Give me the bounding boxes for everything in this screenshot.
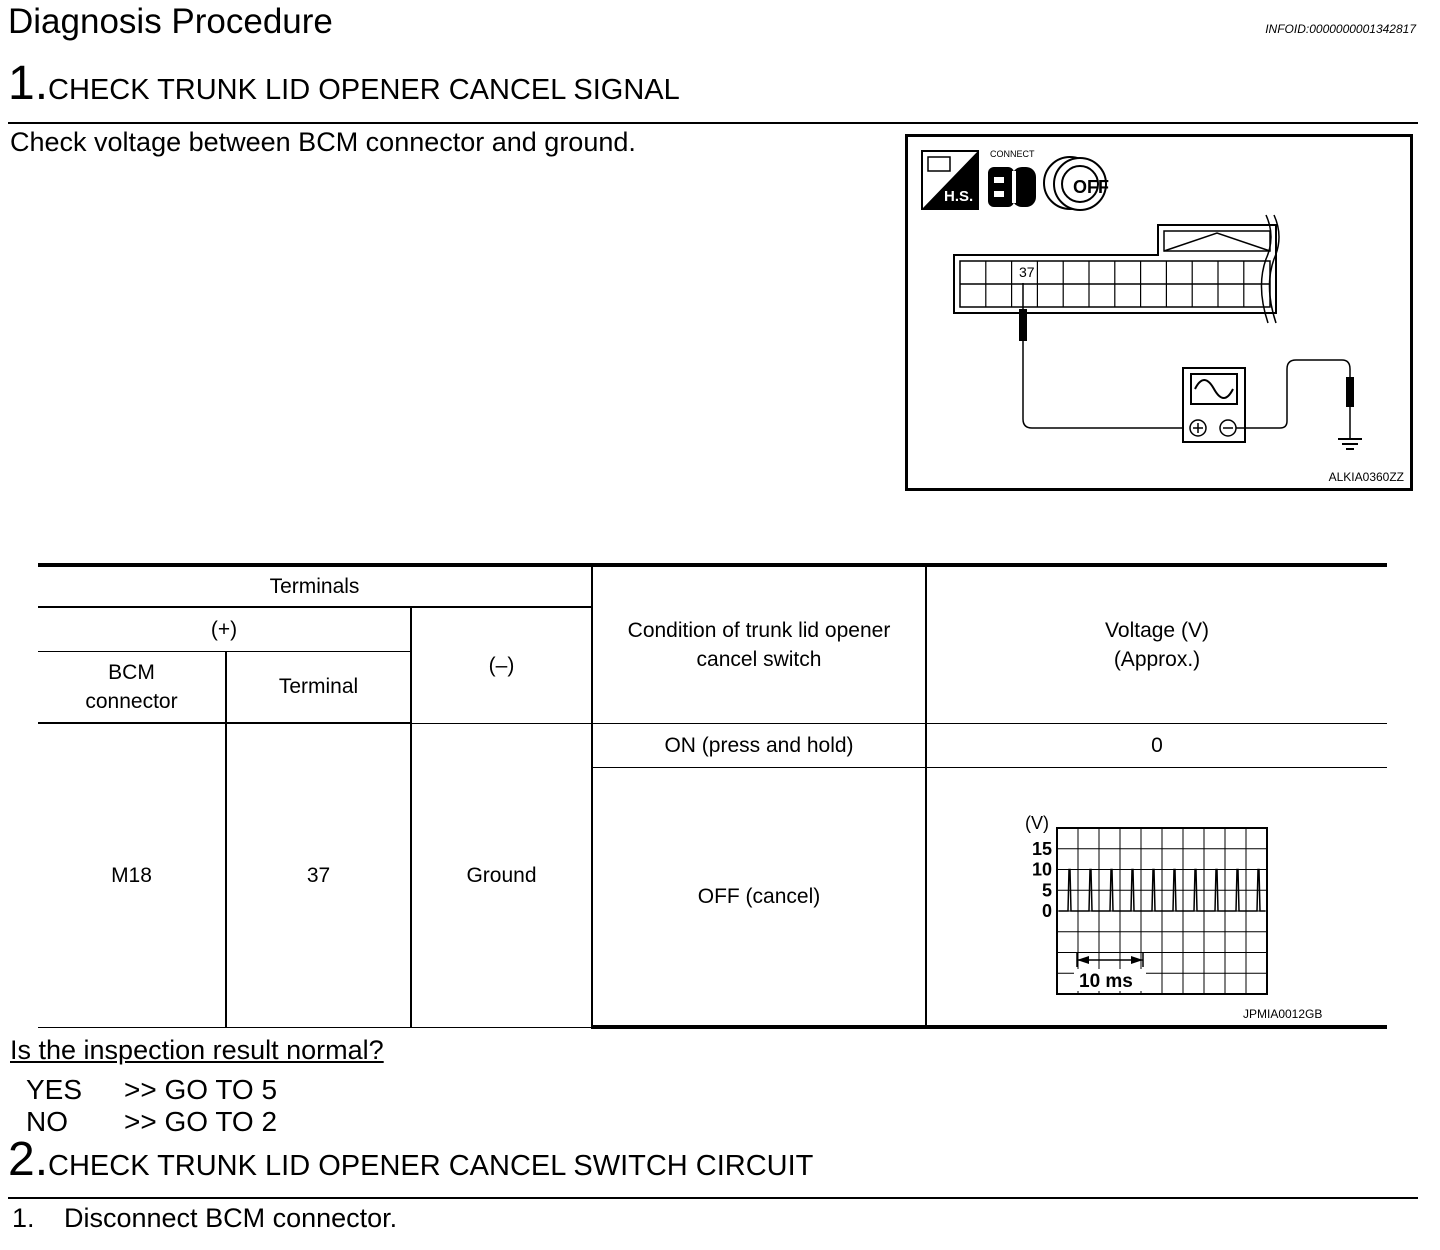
header-voltage	[926, 565, 1387, 723]
step2-divider	[8, 1197, 1418, 1199]
step1-title: CHECK TRUNK LID OPENER CANCEL SIGNAL	[48, 74, 680, 106]
waveform-y-tick: 5	[1041, 880, 1052, 901]
header-bcm-connector-text: BCM connector	[85, 660, 178, 713]
waveform-y-tick: 0	[1041, 901, 1052, 922]
step1-heading	[8, 56, 680, 111]
cell-connector: M18	[38, 723, 226, 1027]
time-scale-label: 10 ms	[1079, 971, 1133, 993]
header-minus: (–)	[411, 607, 592, 723]
step1-number: 1.	[8, 57, 49, 110]
header-plus: (+)	[38, 607, 411, 651]
header-terminal: Terminal	[226, 651, 411, 723]
terminal-37-label: 37	[1019, 264, 1035, 280]
cell-off-waveform	[926, 767, 1387, 1027]
page-title: Diagnosis Procedure	[8, 2, 333, 41]
waveform-y-tick: 15	[1031, 839, 1052, 859]
connect-text: CONNECT	[990, 149, 1035, 159]
cell-on-voltage: 0	[926, 723, 1387, 767]
ignition-off-icon	[1044, 157, 1109, 210]
connect-icon	[988, 149, 1036, 207]
header-terminals: Terminals	[38, 565, 592, 607]
step1-divider	[8, 122, 1418, 124]
cell-off-condition: OFF (cancel)	[592, 767, 926, 1027]
header-bcm-connector	[38, 651, 226, 723]
header-voltage-text: Voltage (V)	[1105, 618, 1209, 642]
result-question: Is the inspection result normal?	[10, 1035, 384, 1065]
header-condition	[592, 565, 926, 723]
answer-no-label: NO	[26, 1106, 68, 1137]
step2-item-text: Disconnect BCM connector.	[64, 1203, 398, 1233]
answer-yes-label: YES	[26, 1074, 83, 1105]
answer-yes	[26, 1074, 278, 1106]
header-voltage-sub: (Approx.)	[1113, 647, 1201, 671]
connector-diagram-svg	[908, 137, 1410, 488]
figure-code: ALKIA0360ZZ	[1328, 470, 1404, 484]
step2-item-number: 1.	[12, 1203, 35, 1233]
step2-title: CHECK TRUNK LID OPENER CANCEL SWITCH CIRCUIT	[48, 1150, 814, 1182]
cell-terminal: 37	[226, 723, 411, 1027]
connector-diagram	[905, 134, 1413, 491]
bcm-connector-drawing	[954, 215, 1279, 323]
step1-instruction: Check voltage between BCM connector and ground.	[10, 127, 636, 157]
off-text: OFF	[1073, 177, 1109, 197]
step2-number: 2.	[8, 1133, 49, 1186]
waveform-code: JPMIA0012GB	[1243, 1007, 1323, 1022]
step2-list-item	[12, 1203, 398, 1234]
waveform-unit: (V)	[1025, 813, 1049, 834]
cell-on-condition: ON (press and hold)	[592, 723, 926, 767]
step2-heading	[8, 1132, 813, 1187]
header-condition-text: Condition of trunk lid opener cancel switch	[627, 618, 891, 671]
waveform-y-tick: 10	[1031, 859, 1052, 880]
pulse-waveform	[937, 771, 1377, 1021]
hs-text: H.S.	[944, 188, 974, 205]
cell-ground: Ground	[411, 723, 592, 1027]
hs-handheld-icon	[922, 151, 978, 209]
answer-no-action[interactable]: >> GO TO 2	[124, 1106, 278, 1137]
info-id: INFOID:0000000001342817	[1265, 22, 1416, 36]
answer-yes-action[interactable]: >> GO TO 5	[124, 1074, 278, 1105]
voltage-spec-table	[38, 563, 1387, 1029]
